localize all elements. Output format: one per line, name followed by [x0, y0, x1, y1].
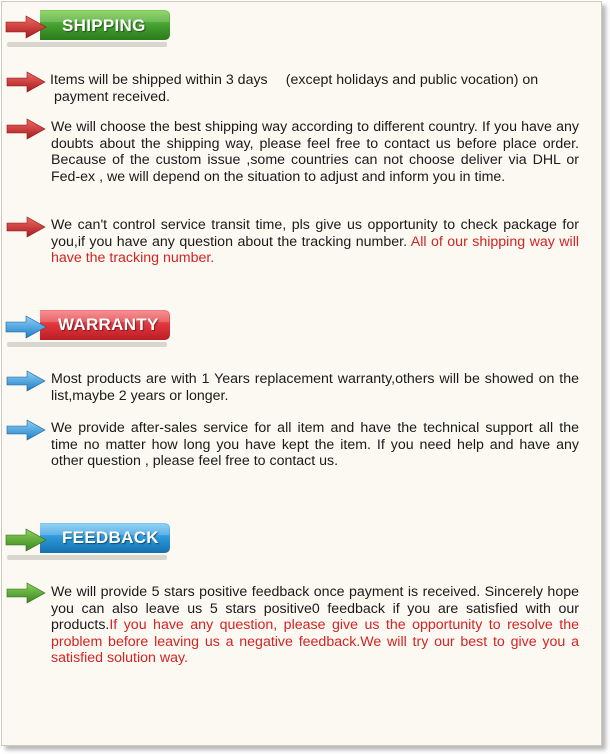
green-arrow-icon — [5, 582, 47, 604]
shipping-banner — [0, 8, 180, 52]
shipping-item-text: We can't control service transit time, pls give us opportunity to check package for you,if you have any question about the tracking number. — [51, 217, 579, 250]
warranty-item — [0, 420, 600, 472]
warranty-banner — [0, 308, 180, 352]
shipping-item-highlight: All of our shipping way will have the tracking number. — [51, 233, 579, 266]
red-arrow-icon — [5, 216, 47, 238]
shipping-item — [0, 72, 600, 108]
shipping-item-text-line2: payment received. — [54, 88, 170, 105]
feedback-banner — [0, 521, 180, 565]
shipping-item — [0, 119, 600, 203]
shipping-item-text-line1: Items will be shipped within 3 days (except holidays and public vocation) on — [50, 72, 539, 88]
feedback-item-text: We will provide 5 stars positive feedback once payment is received. Sincerely hope you can also leave us 5 stars positive0 feedback if you are satisfied with our products. — [51, 584, 579, 633]
warranty-item-text: Most products are with 1 Years replacement warranty,others will be showed on the list,maybe 2 years or longer. — [51, 371, 579, 404]
shipping-item — [0, 217, 600, 269]
blue-arrow-icon — [5, 419, 47, 441]
shipping-item-text: We will choose the best shipping way according to different country. If you have any doubts about the shipping way, please feel free to contact us before place order. Because of the custom issue ,some countries can not choose deliver via DHL or Fed-ex , we will depend on the situation to adjust and inform you in time. — [51, 119, 579, 185]
warranty-item — [0, 371, 600, 407]
warranty-item-text: We provide after-sales service for all item and have the technical support all the time no matter how long you have kept the item. If you need help and have any other question , please feel free to contact us. — [51, 420, 579, 469]
red-arrow-icon — [5, 71, 47, 93]
feedback-title: FEEDBACK — [62, 528, 159, 547]
shipping-title: SHIPPING — [62, 16, 146, 35]
feedback-item — [0, 584, 600, 668]
blue-arrow-icon — [5, 370, 47, 392]
warranty-title: WARRANTY — [58, 315, 159, 334]
feedback-item-highlight: If you have any question, please give us the opportunity to resolve the problem before leaving us a negative feedback.We will try our best to give you a satisfied solution way. — [51, 617, 579, 666]
red-arrow-icon — [5, 118, 47, 140]
